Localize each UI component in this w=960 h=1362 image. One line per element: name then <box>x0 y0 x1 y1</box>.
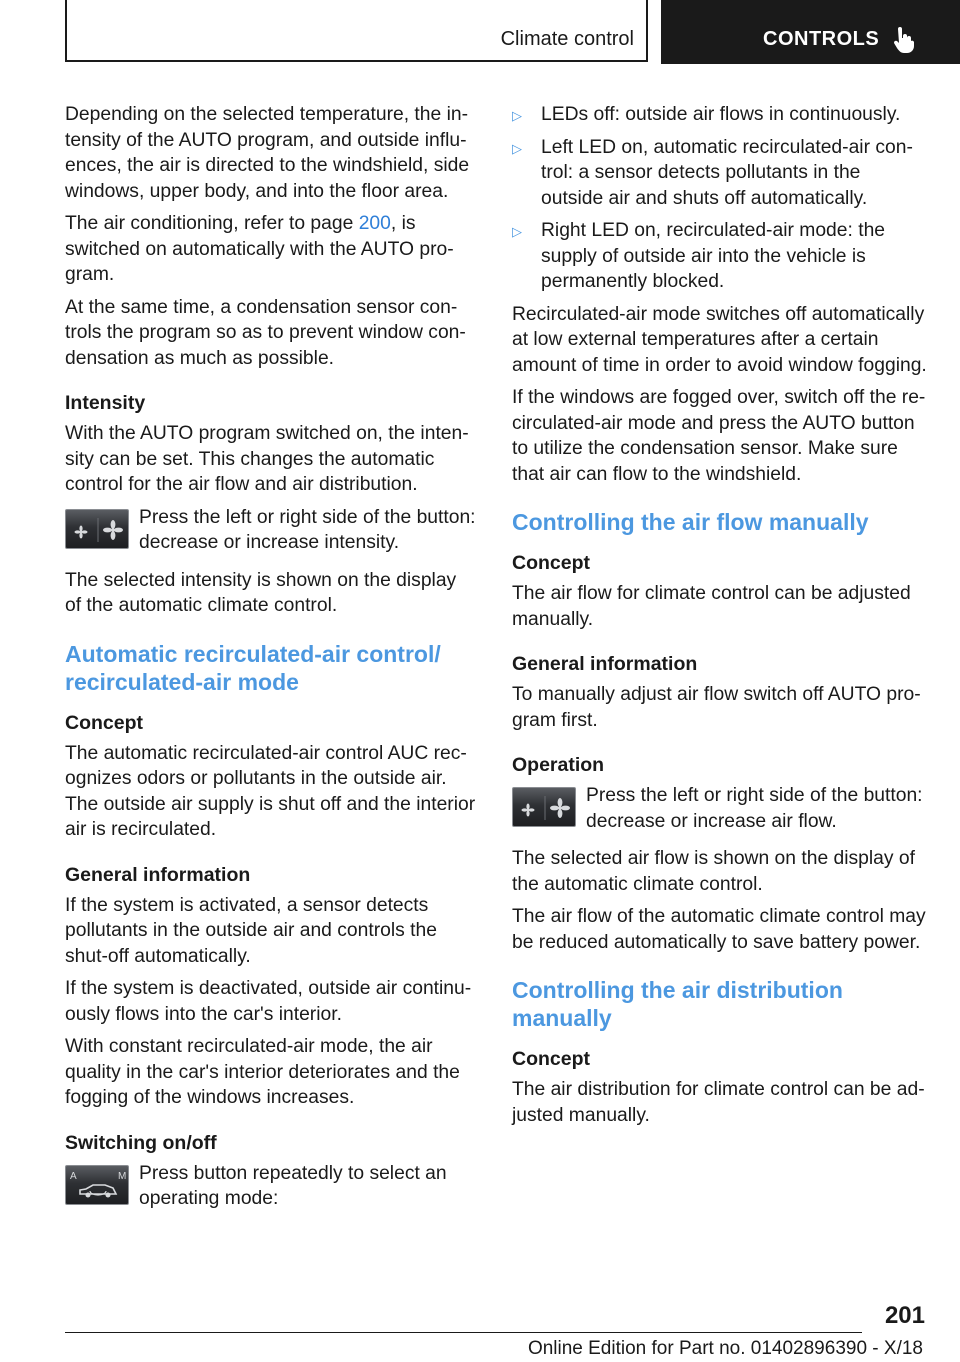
subheading-intensity: Intensity <box>65 392 146 414</box>
airflow-control <box>512 783 927 834</box>
page-header <box>65 0 960 64</box>
footer-divider <box>65 1332 862 1333</box>
list-item-text: Right LED on, recirculated-air mode: the supply of outside air into the vehicle is permanently blocked. <box>541 220 886 292</box>
page-link[interactable]: 200 <box>358 213 391 234</box>
paragraph: Depending on the selected temperature, the intensity of the AUTO program, and outside influences, the air is directed to the windshield, side windows, upper body, and into the floor area. <box>65 104 470 202</box>
intensity-control <box>65 505 477 556</box>
left-column <box>65 102 477 1224</box>
fan-icon <box>66 510 130 550</box>
triangle-bullet-icon: ▷ <box>512 224 522 239</box>
paragraph: With the AUTO program switched on, the intensity can be set. This changes the automatic control for the air flow and air distribution. <box>65 423 469 495</box>
heading-line: recirculated-air mode <box>65 668 299 695</box>
fan-button-image <box>65 509 129 549</box>
control-description: Press button repeatedly to select an operating mode: <box>139 1162 447 1209</box>
list-item-text: LEDs off: outside air flows in continuously. <box>541 104 901 125</box>
list-item <box>512 218 927 295</box>
section-tab <box>65 0 648 62</box>
list-item <box>512 135 927 212</box>
control-description: Press the left or right side of the button: decrease or increase intensity. <box>139 506 476 553</box>
heading-line: manually <box>512 1005 612 1031</box>
right-column <box>512 102 927 1135</box>
chapter-title: CONTROLS <box>763 28 880 50</box>
triangle-bullet-icon: ▷ <box>512 108 522 123</box>
subheading-concept: Concept <box>512 552 590 574</box>
paragraph: The air distribution for climate control can be adjusted manually. <box>512 1079 925 1126</box>
text-fragment: , is switched on automatically with the AUTO program. <box>65 213 454 285</box>
paragraph: The air flow for climate control can be adjusted manually. <box>512 583 911 630</box>
paragraph: With constant recirculated-air mode, the air quality in the car's interior deteriorates and the fogging of the windows increases. <box>65 1036 460 1108</box>
auc-button-image <box>65 1165 129 1205</box>
list-item-text: Left LED on, automatic recirculated-air control: a sensor detects pollutants in the outside air and shuts off automatically. <box>541 136 913 209</box>
auc-control <box>65 1161 477 1212</box>
subheading-concept: Concept <box>65 711 143 734</box>
chapter-tab <box>661 0 960 64</box>
paragraph: The air flow of the automatic climate control may be reduced automatically to save battery power. <box>512 906 926 953</box>
section-heading-airflow: Controlling the air flow manually <box>512 509 869 535</box>
paragraph: At the same time, a condensation sensor controls the program so as to prevent window condensation as much as possible. <box>65 296 466 369</box>
paragraph: Recirculated-air mode switches off automatically at low external temperatures after a certain amount of time in order to avoid window fogging. <box>512 303 927 376</box>
fan-button-image <box>512 787 576 827</box>
section-title: Climate control <box>500 28 634 50</box>
list-item <box>512 102 927 128</box>
heading-line: Automatic recirculated-air control/ <box>65 640 441 667</box>
pointing-hand-icon <box>893 27 915 53</box>
mode-list <box>512 102 927 295</box>
paragraph: The selected air flow is shown on the display of the automatic climate control. <box>512 848 915 895</box>
paragraph: If the windows are fogged over, switch off the recirculated-air mode and press the AUTO button to utilize the condensation sensor. Make sure that air can flow to the windshield. <box>512 387 926 485</box>
paragraph: If the system is activated, a sensor detects pollutants in the outside air and controls the shut-off automatically. <box>65 894 437 967</box>
control-description: Press the left or right side of the button: decrease or increase air flow. <box>586 785 923 832</box>
paragraph: The selected intensity is shown on the display of the automatic climate control. <box>65 569 457 616</box>
paragraph: To manually adjust air flow switch off AUTO program first. <box>512 684 921 731</box>
heading-line: Controlling the air distribution <box>512 977 843 1003</box>
section-heading-auc <box>65 640 477 696</box>
paragraph: If the system is deactivated, outside air continuously flows into the car's interior. <box>65 978 472 1025</box>
paragraph <box>65 211 477 288</box>
section-heading-distribution <box>512 976 927 1032</box>
subheading-switching: Switching on/off <box>65 1131 217 1154</box>
edition-note: Online Edition for Part no. 01402896390 - X/18 <box>527 1338 923 1359</box>
subheading-general: General information <box>512 653 698 675</box>
subheading-concept: Concept <box>512 1048 590 1070</box>
text-fragment: The air conditioning, refer to page <box>65 213 359 234</box>
page-number: 201 <box>884 1302 925 1329</box>
car-recirculation-icon <box>66 1166 130 1206</box>
svg-text:M: M <box>118 1170 127 1182</box>
triangle-bullet-icon: ▷ <box>512 140 522 156</box>
paragraph: The automatic recirculated-air control AUC recognizes odors or pollutants in the outside air. The outside air supply is shut off and the interior air is recirculated. <box>65 742 476 840</box>
subheading-general: General information <box>65 863 251 886</box>
fan-icon <box>513 788 577 828</box>
subheading-operation: Operation <box>512 754 605 776</box>
svg-text:A: A <box>70 1170 77 1182</box>
